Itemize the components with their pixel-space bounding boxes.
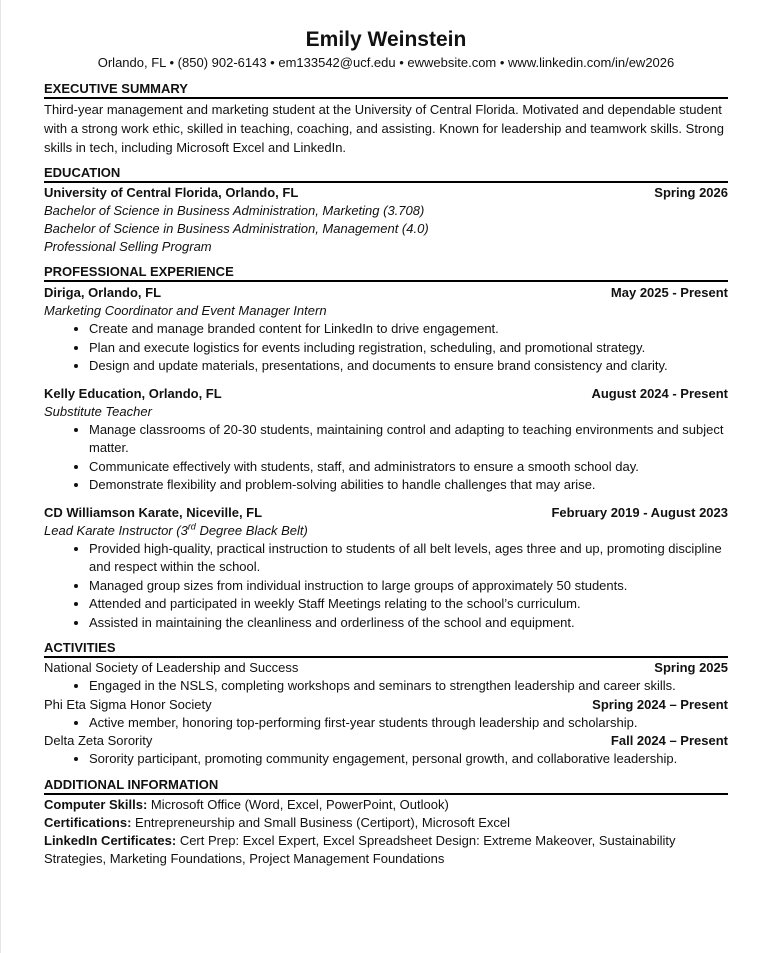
- activity-org: Delta Zeta Sorority: [44, 733, 153, 748]
- activity-bullets: [44, 677, 728, 696]
- degree-management: Bachelor of Science in Business Administration, Management (4.0): [44, 221, 429, 236]
- activity-org: National Society of Leadership and Success: [44, 660, 299, 675]
- activities-section: [44, 639, 728, 769]
- job-role: Marketing Coordinator and Event Manager Intern: [44, 303, 327, 318]
- summary-text: Third-year management and marketing student at the University of Central Florida. Motivated and dependable student with a strong work ethic, skilled in teaching, coaching, and assisting. Known for leadership and teamwork skills. Strong skills in tech, including Microsoft Excel and LinkedIn.: [44, 102, 724, 155]
- bullet-item: • Provided high-quality, practical instruction to students of all belt levels, ages three and up, promoting discipline and respect within the school.: [89, 540, 728, 577]
- experience-section: [44, 263, 728, 632]
- job-bullets: [44, 320, 728, 376]
- job-org: Diriga, Orlando, FL: [44, 285, 162, 300]
- education-header: [44, 184, 728, 202]
- activity-header: [44, 659, 728, 677]
- job-org: Kelly Education, Orlando, FL: [44, 385, 222, 401]
- role-prefix: Lead Karate Instructor (3: [44, 522, 188, 538]
- activities-title: ACTIVITIES: [44, 639, 728, 658]
- bullet-item: • Assisted in maintaining the cleanliness and orderliness of the school and equipment.: [89, 614, 728, 633]
- job-date: August 2024 - Present: [591, 385, 728, 401]
- additional-section: [44, 776, 728, 868]
- bullet-item: • Demonstrate flexibility and problem-solving abilities to handle challenges that may arise.: [89, 476, 728, 495]
- computer-skills-value: Microsoft Office (Word, Excel, PowerPoint, Outlook): [147, 796, 449, 812]
- job-header: [44, 284, 728, 302]
- activity-date: Fall 2024 – Present: [610, 733, 728, 748]
- selling-program: Professional Selling Program: [44, 239, 212, 254]
- activity-header: [44, 696, 728, 714]
- job-diriga: [44, 284, 728, 376]
- certifications-label: Certifications:: [44, 814, 132, 830]
- activity-date: Spring 2025: [654, 660, 728, 675]
- job-role: [44, 522, 728, 540]
- experience-title: PROFESSIONAL EXPERIENCE: [44, 263, 728, 282]
- bullet-item: • Attended and participated in weekly Staff Meetings relating to the school’s curriculum.: [89, 595, 728, 614]
- job-bullets: [44, 540, 728, 633]
- activity-header: [44, 732, 728, 750]
- bullet-item: • Managed group sizes from individual instruction to large groups of approximately 50 students.: [89, 577, 728, 596]
- candidate-name: Emily Weinstein: [305, 28, 467, 51]
- contact-line: Orlando, FL • (850) 902-6143 • em133542@ucf.edu • ewwebsite.com • www.linkedin.com/in/ew2026: [97, 55, 675, 70]
- computer-skills: [44, 796, 728, 814]
- job-kelly: [44, 385, 728, 495]
- school-name: University of Central Florida, Orlando, FL: [44, 185, 299, 200]
- bullet-item: • Engaged in the NSLS, completing workshops and seminars to strengthen leadership and career skills.: [89, 677, 728, 696]
- certifications-value: Entrepreneurship and Small Business (Certiport), Microsoft Excel: [131, 814, 510, 830]
- role-superscript: rd: [187, 521, 196, 532]
- job-header: [44, 385, 728, 403]
- activity-org: Phi Eta Sigma Honor Society: [44, 696, 212, 712]
- job-karate: [44, 504, 728, 633]
- job-date: February 2019 - August 2023: [551, 504, 728, 520]
- linkedin-certificates: [44, 832, 728, 868]
- education-section: [44, 164, 728, 256]
- degree-marketing: Bachelor of Science in Business Administration, Marketing (3.708): [44, 203, 425, 218]
- additional-title: ADDITIONAL INFORMATION: [44, 776, 728, 795]
- bullet-item: • Design and update materials, presentations, and documents to ensure brand consistency and clarity.: [89, 357, 728, 376]
- bullet-item: • Communicate effectively with students, staff, and administrators to ensure a smooth school day.: [89, 458, 728, 477]
- summary-section: [44, 80, 728, 157]
- job-header: [44, 504, 728, 522]
- job-bullets: [44, 421, 728, 495]
- activity-date: Spring 2024 – Present: [592, 696, 728, 712]
- job-org: CD Williamson Karate, Niceville, FL: [44, 504, 263, 520]
- bullet-item: • Plan and execute logistics for events including registration, scheduling, and promotional strategy.: [89, 339, 728, 358]
- role-suffix: Degree Black Belt): [195, 522, 308, 538]
- linkedin-certificates-label: LinkedIn Certificates:: [44, 832, 177, 848]
- certifications: [44, 814, 728, 832]
- education-date: Spring 2026: [654, 185, 728, 200]
- job-date: May 2025 - Present: [610, 285, 728, 300]
- computer-skills-label: Computer Skills:: [44, 796, 148, 812]
- activity-bullets: [44, 750, 728, 769]
- activity-bullets: [44, 714, 728, 733]
- summary-title: EXECUTIVE SUMMARY: [44, 80, 728, 99]
- job-role: Substitute Teacher: [44, 403, 152, 419]
- bullet-item: • Active member, honoring top-performing first-year students through leadership and scholarship.: [89, 714, 728, 733]
- bullet-item: • Create and manage branded content for LinkedIn to drive engagement.: [89, 320, 728, 339]
- bullet-item: • Manage classrooms of 20-30 students, maintaining control and adapting to teaching environments and subject matter.: [89, 421, 728, 458]
- linkedin-certificates-value: Cert Prep: Excel Expert, Excel Spreadsheet Design: Extreme Makeover, Sustainability Strategies, Marketing Foundations, Project Management Foundations: [44, 832, 676, 866]
- bullet-item: • Sorority participant, promoting community engagement, personal growth, and collaborative leadership.: [89, 750, 728, 769]
- education-title: EDUCATION: [44, 164, 728, 183]
